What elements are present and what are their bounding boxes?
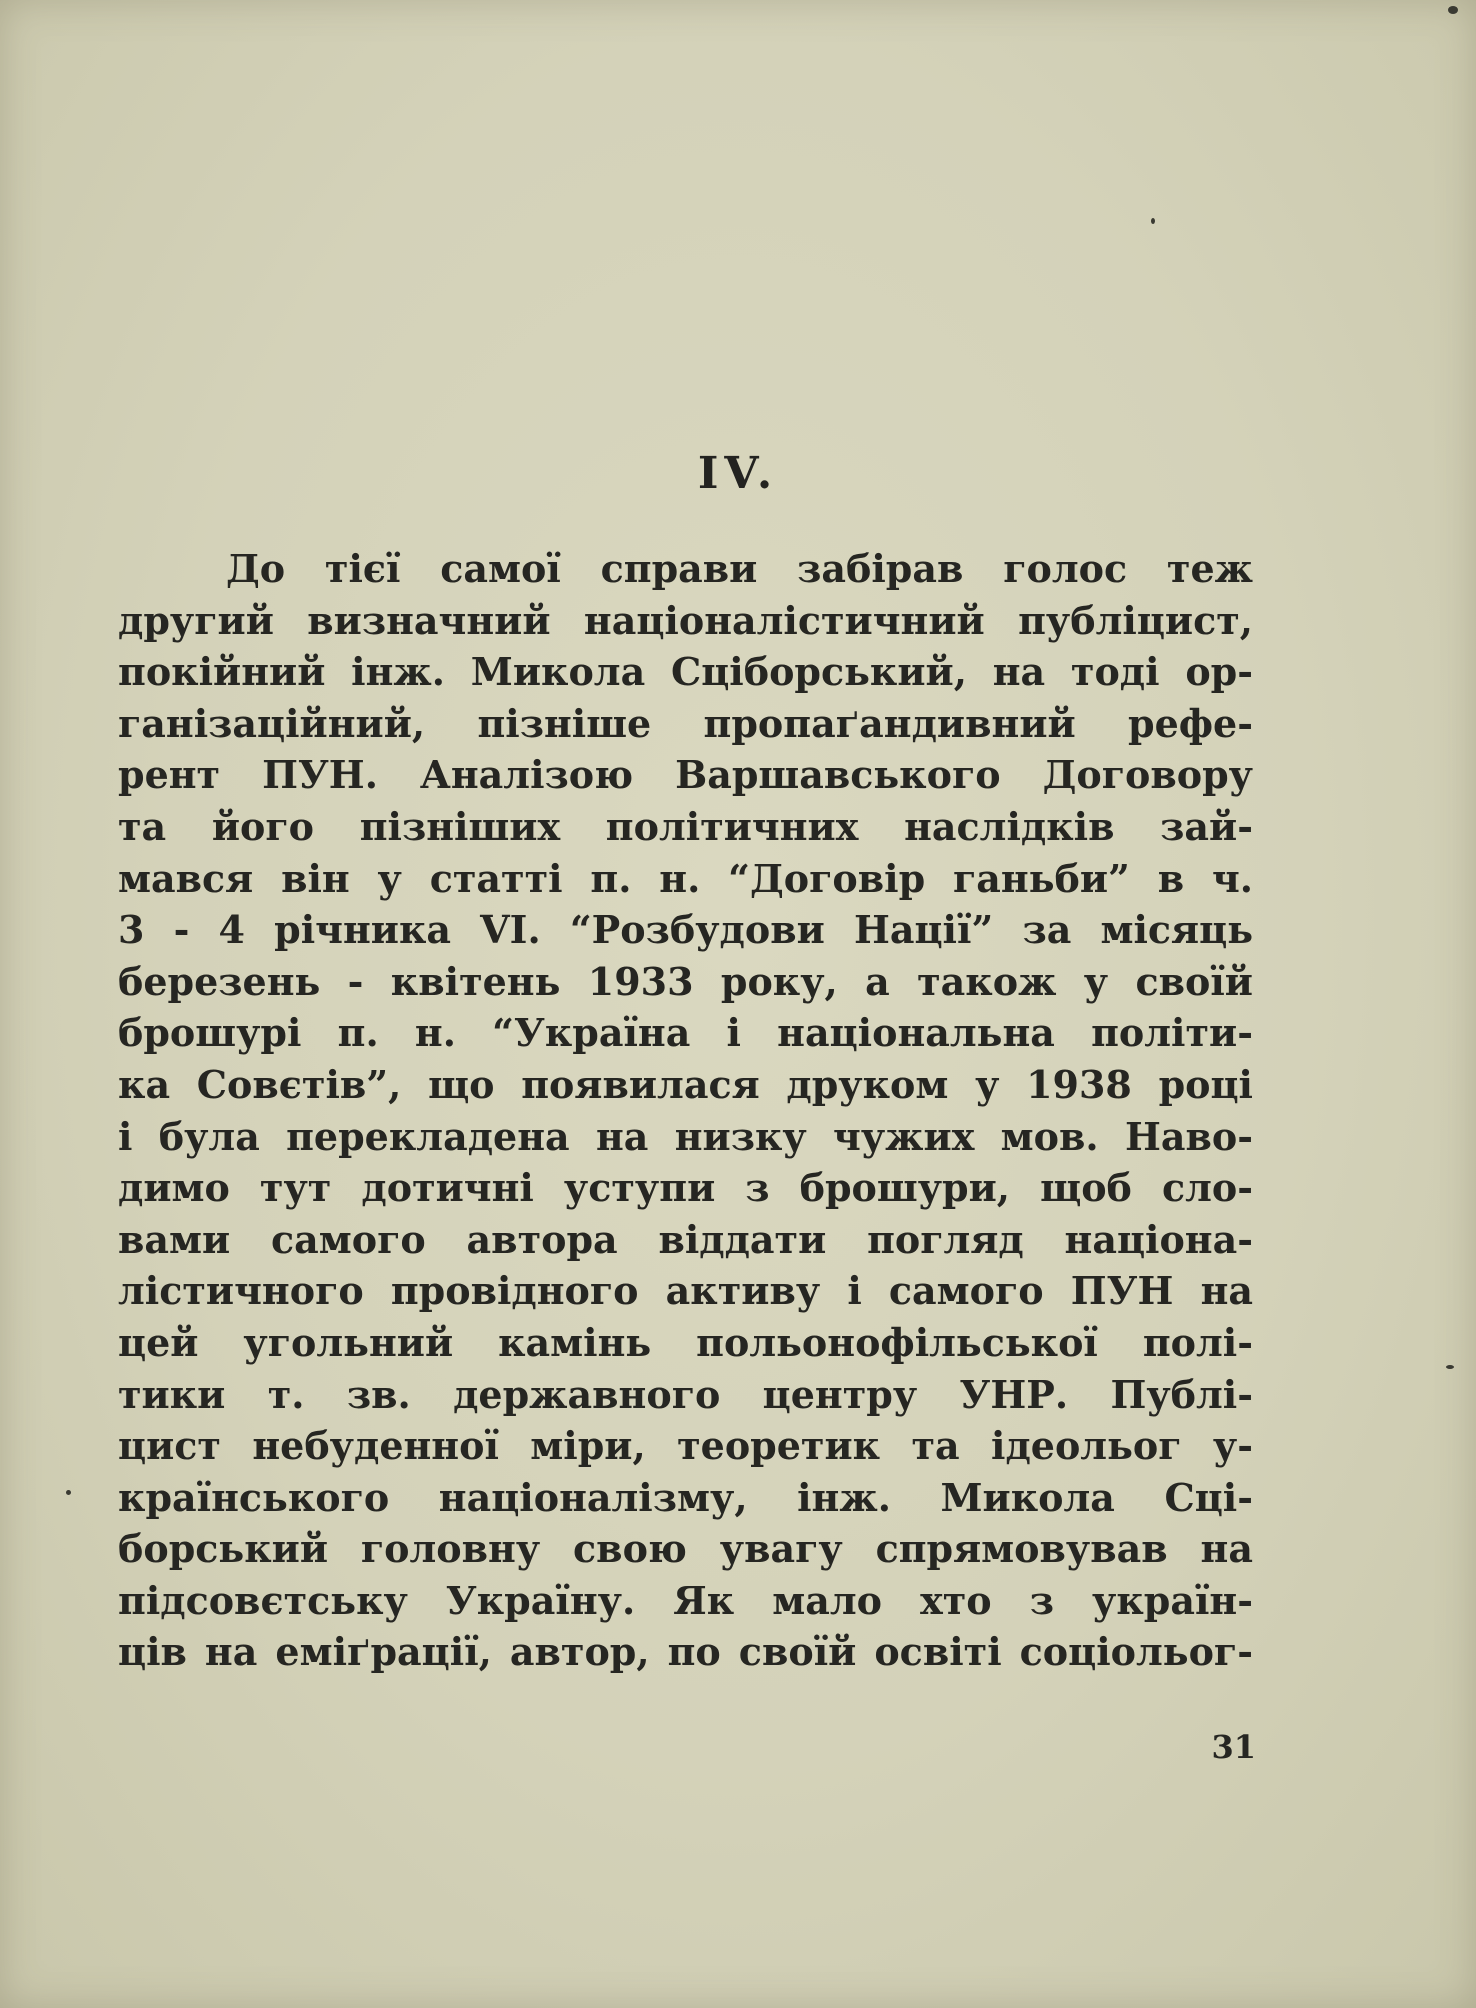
text-line: березень - квітень 1933 року, а також у своїй bbox=[118, 958, 1253, 1004]
text-line: До тієї самої справи забірав голос теж bbox=[226, 546, 1253, 591]
text-line: мався він у статті п. н. “Договір ганьби” в ч. bbox=[118, 855, 1253, 901]
text-line: ка Совєтів”, що появилася друком у 1938 році bbox=[118, 1061, 1253, 1107]
text-line: 3 - 4 річника VI. “Розбудови Нації” за місяць bbox=[118, 907, 1253, 953]
text-line: рент ПУН. Аналізою Варшавського Договору bbox=[118, 752, 1253, 798]
text-line: димо тут дотичні уступи з брошури, щоб сло- bbox=[118, 1165, 1253, 1211]
text-line: лістичного провідного активу і самого ПУН на bbox=[118, 1268, 1253, 1314]
ink-speck bbox=[1151, 218, 1155, 224]
text-line: борський головну свою увагу спрямовував на bbox=[118, 1526, 1253, 1572]
text-line: ганізаційний, пізніше пропаґандивний рефе- bbox=[118, 700, 1253, 746]
text-line: і була перекладена на низку чужих мов. Наво- bbox=[118, 1113, 1253, 1159]
page-number: 31 bbox=[1211, 1728, 1256, 1766]
text-line: цей угольний камінь польонофільської полі- bbox=[118, 1319, 1253, 1365]
section-heading: IV. bbox=[697, 448, 779, 499]
ink-speck bbox=[1446, 1365, 1454, 1369]
text-line: та його пізніших політичних наслідків зай- bbox=[118, 803, 1253, 849]
text-line: другий визначний націоналістичний публіцист, bbox=[118, 597, 1253, 643]
text-line: вами самого автора віддати погляд націона- bbox=[118, 1216, 1253, 1262]
text-line: цист небуденної міри, теоретик та ідеольог у- bbox=[118, 1423, 1253, 1469]
text-line: покійний інж. Микола Сціборський, на тоді ор- bbox=[118, 649, 1253, 695]
text-line: підсовєтську Україну. Як мало хто з україн- bbox=[118, 1577, 1253, 1623]
text-line: тики т. зв. державного центру УНР. Публі- bbox=[118, 1371, 1253, 1417]
ink-speck bbox=[66, 1490, 71, 1495]
ink-speck bbox=[1448, 6, 1458, 14]
text-line: брошурі п. н. “Україна і національна політи- bbox=[118, 1010, 1253, 1056]
text-line: ців на еміґрації, автор, по своїй освіті соціольог- bbox=[118, 1629, 1253, 1675]
text-line: країнського націоналізму, інж. Микола Сці- bbox=[118, 1474, 1253, 1520]
body-paragraph bbox=[118, 543, 1253, 1678]
